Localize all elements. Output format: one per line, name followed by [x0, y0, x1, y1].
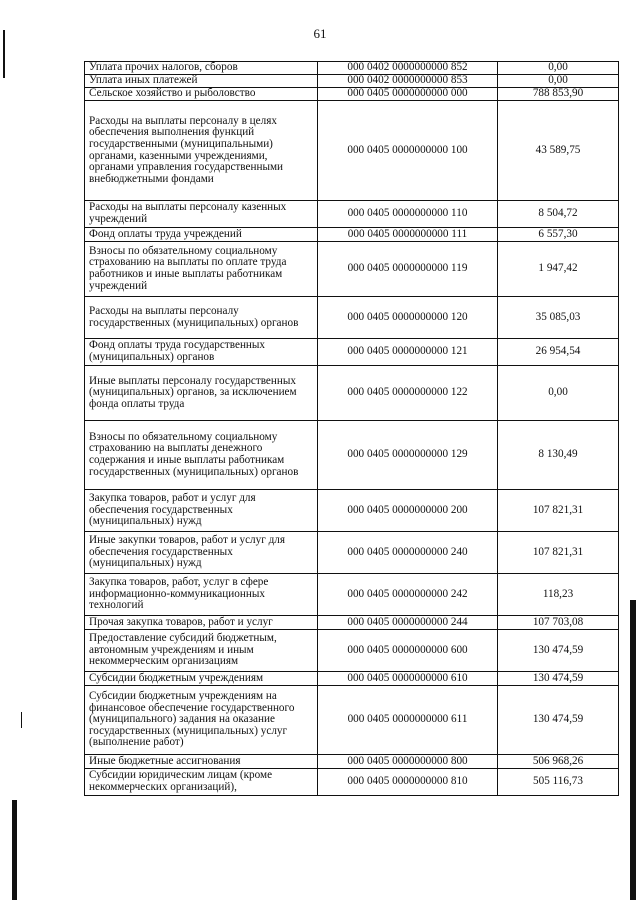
row-code: 000 0405 0000000000 810 [318, 769, 498, 796]
page-number: 61 [313, 26, 327, 41]
table-row [85, 242, 619, 297]
table-row [85, 201, 619, 228]
row-name: Субсидии юридическим лицам (кроме некоммерческих организаций), [85, 769, 318, 796]
row-amount: 0,00 [498, 366, 619, 421]
row-amount: 8 130,49 [498, 421, 619, 490]
row-code: 000 0405 0000000000 122 [318, 366, 498, 421]
table-row [85, 75, 619, 88]
table-row [85, 755, 619, 769]
table-row [85, 616, 619, 630]
row-amount: 0,00 [498, 62, 619, 75]
row-name: Предоставление субсидий бюджетным, автономным учреждениям и иным некоммерческим организациям [85, 630, 318, 672]
row-amount: 1 947,42 [498, 242, 619, 297]
row-name: Иные бюджетные ассигнования [85, 755, 318, 769]
scan-mark-left-middle [21, 712, 22, 728]
row-name: Фонд оплаты труда государственных (муниципальных) органов [85, 339, 318, 366]
table-row [85, 574, 619, 616]
row-name: Расходы на выплаты персоналу в целях обеспечения выполнения функций государственными (муниципальными) органами, казенными учреждениями, органами управления государственными внебюджетными фондами [85, 101, 318, 201]
row-name: Иные закупки товаров, работ и услуг для обеспечения государственных (муниципальных) нужд [85, 532, 318, 574]
row-name: Иные выплаты персоналу государственных (муниципальных) органов, за исключением фонда оплаты труда [85, 366, 318, 421]
row-name: Расходы на выплаты персоналу казенных учреждений [85, 201, 318, 228]
row-amount: 35 085,03 [498, 297, 619, 339]
table-row [85, 630, 619, 672]
row-amount: 506 968,26 [498, 755, 619, 769]
table-row [85, 686, 619, 755]
table-row [85, 88, 619, 101]
row-amount: 130 474,59 [498, 686, 619, 755]
row-code: 000 0405 0000000000 242 [318, 574, 498, 616]
row-amount: 130 474,59 [498, 672, 619, 686]
row-amount: 118,23 [498, 574, 619, 616]
row-name: Расходы на выплаты персоналу государственных (муниципальных) органов [85, 297, 318, 339]
row-code: 000 0405 0000000000 111 [318, 228, 498, 242]
row-code: 000 0402 0000000000 853 [318, 75, 498, 88]
row-name: Взносы по обязательному социальному страхованию на выплаты по оплате труда работников и иные выплаты работникам учреждений [85, 242, 318, 297]
row-amount: 0,00 [498, 75, 619, 88]
row-amount: 107 703,08 [498, 616, 619, 630]
scan-mark-right [630, 600, 636, 900]
row-amount: 788 853,90 [498, 88, 619, 101]
row-code: 000 0405 0000000000 129 [318, 421, 498, 490]
row-amount: 505 116,73 [498, 769, 619, 796]
row-code: 000 0405 0000000000 610 [318, 672, 498, 686]
row-code: 000 0402 0000000000 852 [318, 62, 498, 75]
table-row [85, 672, 619, 686]
row-name: Фонд оплаты труда учреждений [85, 228, 318, 242]
table-row [85, 769, 619, 796]
row-name: Уплата иных платежей [85, 75, 318, 88]
row-name: Сельское хозяйство и рыболовство [85, 88, 318, 101]
table-row [85, 421, 619, 490]
budget-table-body [85, 62, 619, 796]
table-row [85, 366, 619, 421]
table-row [85, 101, 619, 201]
table-row [85, 62, 619, 75]
row-code: 000 0405 0000000000 121 [318, 339, 498, 366]
row-code: 000 0405 0000000000 120 [318, 297, 498, 339]
row-code: 000 0405 0000000000 100 [318, 101, 498, 201]
scan-mark-left-bottom [12, 800, 17, 900]
row-code: 000 0405 0000000000 119 [318, 242, 498, 297]
table-row [85, 339, 619, 366]
row-code: 000 0405 0000000000 200 [318, 490, 498, 532]
row-name: Закупка товаров, работ и услуг для обеспечения государственных (муниципальных) нужд [85, 490, 318, 532]
row-code: 000 0405 0000000000 244 [318, 616, 498, 630]
row-name: Субсидии бюджетным учреждениям на финансовое обеспечение государственного (муниципального) задания на оказание государственных (муниципальных) услуг (выполнение работ) [85, 686, 318, 755]
row-amount: 43 589,75 [498, 101, 619, 201]
table-row [85, 490, 619, 532]
row-amount: 8 504,72 [498, 201, 619, 228]
row-amount: 26 954,54 [498, 339, 619, 366]
row-name: Субсидии бюджетным учреждениям [85, 672, 318, 686]
row-name: Закупка товаров, работ, услуг в сфере информационно-коммуникационных технологий [85, 574, 318, 616]
row-name: Уплата прочих налогов, сборов [85, 62, 318, 75]
row-name: Взносы по обязательному социальному страхованию на выплаты денежного содержания и иные выплаты работникам государственных (муниципальных) органов [85, 421, 318, 490]
row-code: 000 0405 0000000000 611 [318, 686, 498, 755]
table-row [85, 297, 619, 339]
row-code: 000 0405 0000000000 600 [318, 630, 498, 672]
row-amount: 107 821,31 [498, 532, 619, 574]
row-amount: 6 557,30 [498, 228, 619, 242]
budget-table [84, 61, 619, 796]
row-code: 000 0405 0000000000 000 [318, 88, 498, 101]
row-code: 000 0405 0000000000 110 [318, 201, 498, 228]
row-amount: 130 474,59 [498, 630, 619, 672]
row-code: 000 0405 0000000000 800 [318, 755, 498, 769]
scan-mark-left-top [3, 30, 5, 78]
table-row [85, 532, 619, 574]
row-name: Прочая закупка товаров, работ и услуг [85, 616, 318, 630]
row-code: 000 0405 0000000000 240 [318, 532, 498, 574]
table-row [85, 228, 619, 242]
row-amount: 107 821,31 [498, 490, 619, 532]
